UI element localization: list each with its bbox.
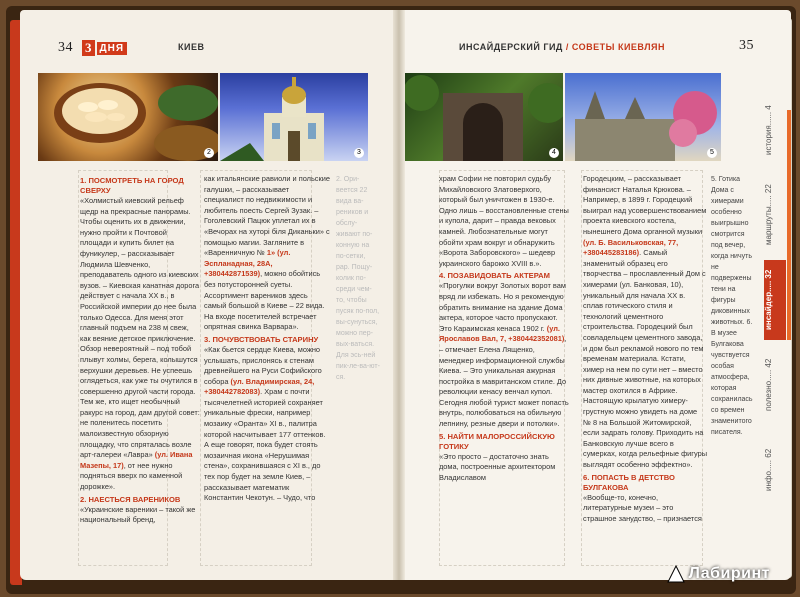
book-spine [393, 10, 405, 580]
right-header: ИНСАЙДЕРСКИЙ ГИД / СОВЕТЫ КИЕВЛЯН [459, 42, 665, 52]
tab-useful[interactable]: полезно..... 42 [764, 358, 773, 412]
tab-strip [787, 110, 791, 340]
tab-insider[interactable]: инсайдер..... 32 [764, 260, 786, 340]
header-tips: СОВЕТЫ КИЕВЛЯН [571, 42, 665, 52]
text-5: «Это просто – достаточно знать дома, построенные архитектором Владиславом [439, 451, 556, 482]
photo-number-2: 2 [204, 148, 214, 158]
logo-text: ДНЯ [97, 42, 128, 55]
heading-5: 5. НАЙТИ МАЛОРОССИЙСКУЮ ГОТИКУ [439, 431, 555, 451]
text-3b: . Храм с почти тысячелетней историей сохраняет уникальные фрески, например мозаику «Оранта» XI в., палитра которой насчитывает 177 оттенков. А еще говорят, пока будет стоять мозаичная икона «Нерушимая стена», сохранившаяся с XI в., до тех пор будет на земле Киев, – рассказывает математик Константин Чекотун. – Чудо, что [204, 387, 326, 503]
photo-vareniki [38, 73, 218, 161]
magazine-logo [82, 40, 127, 56]
address-3: (ул. Владимирская, 24, +380442782083) [204, 376, 315, 397]
right-margin-notes: 5. Готика Дома с химерами особенно выигрышно смотрится под вечер, когда ничуть не подвержены тени на фигуры диковинных животных. 6. В музее Булгакова чувствуется особая атмосфера, которая сохранилась со времен знаменитого писателя. [711, 176, 753, 436]
header-insider: ИНСАЙДЕРСКИЙ ГИД [459, 42, 563, 52]
heading-6: 6. ПОПАСТЬ В ДЕТСТВО БУЛГАКОВА [583, 472, 675, 492]
chimeras-illustration [565, 73, 721, 161]
tab-routes[interactable]: маршруты..... 22 [764, 184, 773, 246]
text-2: «Украинские вареники – такой же национальный бренд, [80, 504, 196, 525]
dumplings-illustration [38, 73, 218, 161]
left-column-2 [204, 174, 330, 506]
text-2b: , можно обойтись без потусторонней суеты. Ассортимент вареников здесь самый большой в Киеве – 22 вида. На входе посетителей встречает опрятная свинка Варвара». [204, 269, 325, 332]
city-label: КИЕВ [178, 42, 205, 52]
text-3: «Как бьется сердце Киева, можно услышать, прислонясь к стенам древнейшего на Руси Софийского собора [204, 344, 322, 386]
heading-4: 4. ПОЗАВИДОВАТЬ АКТЕРАМ [439, 271, 550, 281]
photo-number-5: 5 [707, 148, 717, 158]
photo-sofia-cathedral [220, 73, 368, 161]
photo-karaite-kenesa [403, 73, 563, 161]
labirint-watermark: Лабиринт [667, 565, 770, 583]
photo-house-with-chimeras [565, 73, 721, 161]
heading-2: 2. НАЕСТЬСЯ ВАРЕНИКОВ [80, 494, 181, 504]
logo-number: 3 [82, 40, 95, 56]
text-1b: , от нее нужно подняться вверх по каменной дорожке». [80, 460, 183, 492]
right-column-1 [439, 174, 569, 485]
cathedral-illustration [220, 73, 368, 161]
right-page [399, 10, 791, 580]
left-margin-notes: 2. Ори-веется 22 вида ва-реников и обслу-живают по-конную на по-сетки, рар. Пощу-колик по-среди чем-то, чтобы пусяк по-пол, вы-сунуться, можно пер-вых-ваться. Для эсь-ней пик-ле-ва-ют-ся. [336, 176, 380, 381]
tab-info[interactable]: инфо..... 62 [764, 448, 773, 492]
text-2-cont: как итальянские равиоли и польские галушки, – рассказывает специалист по недвижимости и любитель поесть Сергей Зузак. – Гоголевский Пацюк уплетал их в «Вечорах на хуторі біля Диканьки» с помощью магии. Загляните в «Варенничную № [204, 174, 330, 258]
labirint-logo-icon [667, 565, 685, 583]
address-1: (ул. Ивана Мазепы, 17) [80, 450, 193, 470]
address-4: (ул. Ярославов Вал, 7, +380442352081) [439, 323, 565, 344]
text-4b: , – отмечает Елена Лященко, менеджер информационной службы Киева. – Это уникальная ажурная постройка в мавританском стиле. До революции кенасу венчал купол. Сегодня любой турист может попасть внутрь, полюбоваться на обильную лепнину, резные двери и потолки». [439, 334, 569, 429]
heading-1: 1. ПОСМОТРЕТЬ НА ГОРОД СВЕРХУ [80, 176, 184, 195]
right-column-2 [583, 174, 707, 526]
address-5: (ул. Б. Васильковская, 77, +380445283186) [583, 237, 679, 258]
kenesa-illustration [403, 73, 563, 161]
left-page [20, 10, 398, 580]
text-3-cont: храм Софии не повторил судьбу Михайловского Златоверхого, который был уничтожен в 1930-е. Одно лишь – восстановленные стены и купола, дарит – правда вековых камней. Любознательные могут обойти храм вокруг и обнаружить «Ворота Заборовского» – шедевр украинского барокко XVIII в.». [439, 174, 569, 268]
photo-number-3: 3 [354, 148, 364, 158]
text-5b: . Самый знаменитый образец его творчества – прославленный Дом с химерами (ул. Банковая, 10), уникальный для начала XX в. сплав готического стиля и технологий цементного строительства. Городецкий был совладельцем цементного завода, и дом был рекламой нового по тем временам материала. Кстати, химер на нем по сути нет – вместо них дивные животные, на которых мастер охотился в Африке. Настоящую крылатую химеру-грустную можно увидеть на доме № 8 на Большой Житомирской, если задрать голову. Приходить на Банковскую лучше всего в сумерках, когда рельефные фигуры выглядят особенно эффектно». [583, 248, 708, 470]
address-2: 1» (ул. Эспланадная, 28А, +380442871539) [204, 248, 291, 279]
text-5-cont: Городецким, – рассказывает финансист Наталья Крюкова. – Например, в 1899 г. Городецкий выиграл над усовершенствованием проекта киевского костела, нынешнего Дома органной музыки [583, 174, 707, 236]
left-column-1 [80, 174, 200, 528]
tab-history[interactable]: история...... 4 [764, 105, 773, 155]
text-6: «Вообще-то, конечно, литературные музеи – это страшное занудство, – признается [583, 492, 702, 523]
left-page-number: 34 [58, 40, 73, 55]
right-page-number: 35 [739, 38, 754, 53]
photo-number-4: 4 [549, 148, 559, 158]
text-4: «Прогулки вокруг Золотых ворот вам вряд ли избежать. Но я рекомендую обратить внимание на здание Дома актера, которое часто пропускают. Это Караимская кенаса 1902 г. [439, 281, 566, 333]
text-1: «Холмистый киевский рельеф щедр на прекрасные панорамы. Чтобы оценить их в движении, нужно пройти к Почтовой площади и купить билет на фуникулер, – рассказывает Людмила Шевченко, преподаватель одного из киевских вузов. – Киевская канатная дорога действует с начала XX в., в Российской империи до нее была только Одесса. Для меня этот главный подъем на 238 м свеж, как веяние детское приключение. Обзор невероятный – под тобой плывут холмы, берега, колышутся верхушки деревьев. Не успеешь оглядеться, как уже ты очутился в совершенно другой части города. Тем же, кто ищет необычный ракурс на город, дам другой совет: не поленитесь посетить малоизвестную обзорную площадку, что спряталась возле арт-галереи «Лавра» [80, 196, 200, 460]
heading-3: 3. ПОЧУВСТВОВАТЬ СТАРИНУ [204, 334, 319, 344]
